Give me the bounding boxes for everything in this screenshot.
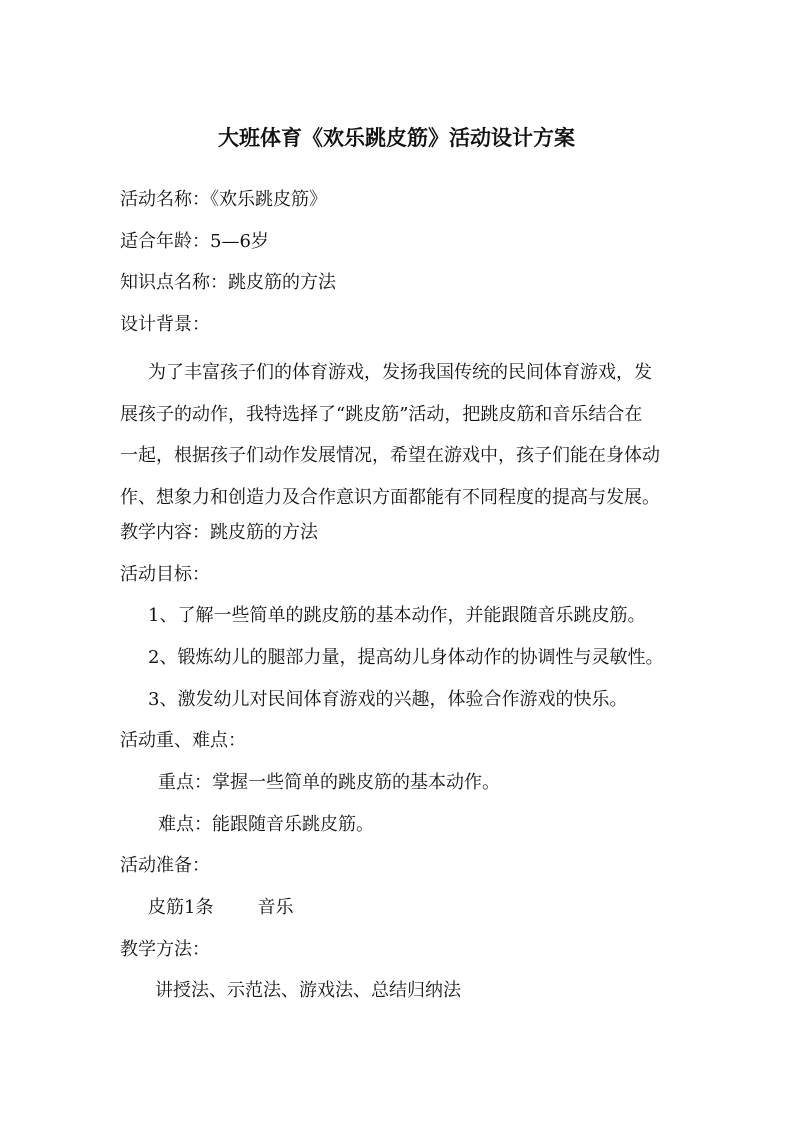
background-line: 一起，根据孩子们动作发展情况，希望在游戏中，孩子们能在身体动 <box>120 445 660 466</box>
key-points-heading: 活动重、难点： <box>120 730 246 751</box>
background-line: 作、想象力和创造力及合作意识方面都能有不同程度的提高与发展。 <box>120 486 660 508</box>
difficulty-point: 难点：能跟随音乐跳皮筋。 <box>158 814 374 835</box>
methods-heading: 教学方法： <box>120 939 210 960</box>
background-line: 为了丰富孩子们的体育游戏，发扬我国传统的民间体育游戏，发 <box>148 362 652 383</box>
methods-list: 讲授法、示范法、游戏法、总结归纳法 <box>155 980 461 1001</box>
preparation-heading: 活动准备： <box>120 855 210 876</box>
goal-item: 1、了解一些简单的跳皮筋的基本动作，并能跟随音乐跳皮筋。 <box>148 605 646 626</box>
background-heading: 设计背景： <box>120 314 210 335</box>
document-title: 大班体育《欢乐跳皮筋》活动设计方案 <box>218 125 575 150</box>
teaching-content: 教学内容：跳皮筋的方法 <box>120 522 318 543</box>
preparation-item-music: 音乐 <box>257 897 294 918</box>
preparation-list <box>148 896 293 920</box>
suitable-age: 适合年龄：5—6岁 <box>120 231 269 252</box>
background-line: 展孩子的动作，我特选择了“跳皮筋”活动，把跳皮筋和音乐结合在 <box>120 403 643 425</box>
activity-name: 活动名称：《欢乐跳皮筋》 <box>120 189 327 210</box>
key-point: 重点：掌握一些简单的跳皮筋的基本动作。 <box>158 772 500 793</box>
preparation-item-rubber-band: 皮筋1条 <box>148 897 214 918</box>
goals-heading: 活动目标： <box>120 564 210 585</box>
goal-item: 3、激发幼儿对民间体育游戏的兴趣，体验合作游戏的快乐。 <box>148 689 628 710</box>
goal-item: 2、锻炼幼儿的腿部力量，提高幼儿身体动作的协调性与灵敏性。 <box>148 647 664 668</box>
knowledge-point: 知识点名称：跳皮筋的方法 <box>120 272 336 293</box>
background-paragraph <box>120 352 680 518</box>
